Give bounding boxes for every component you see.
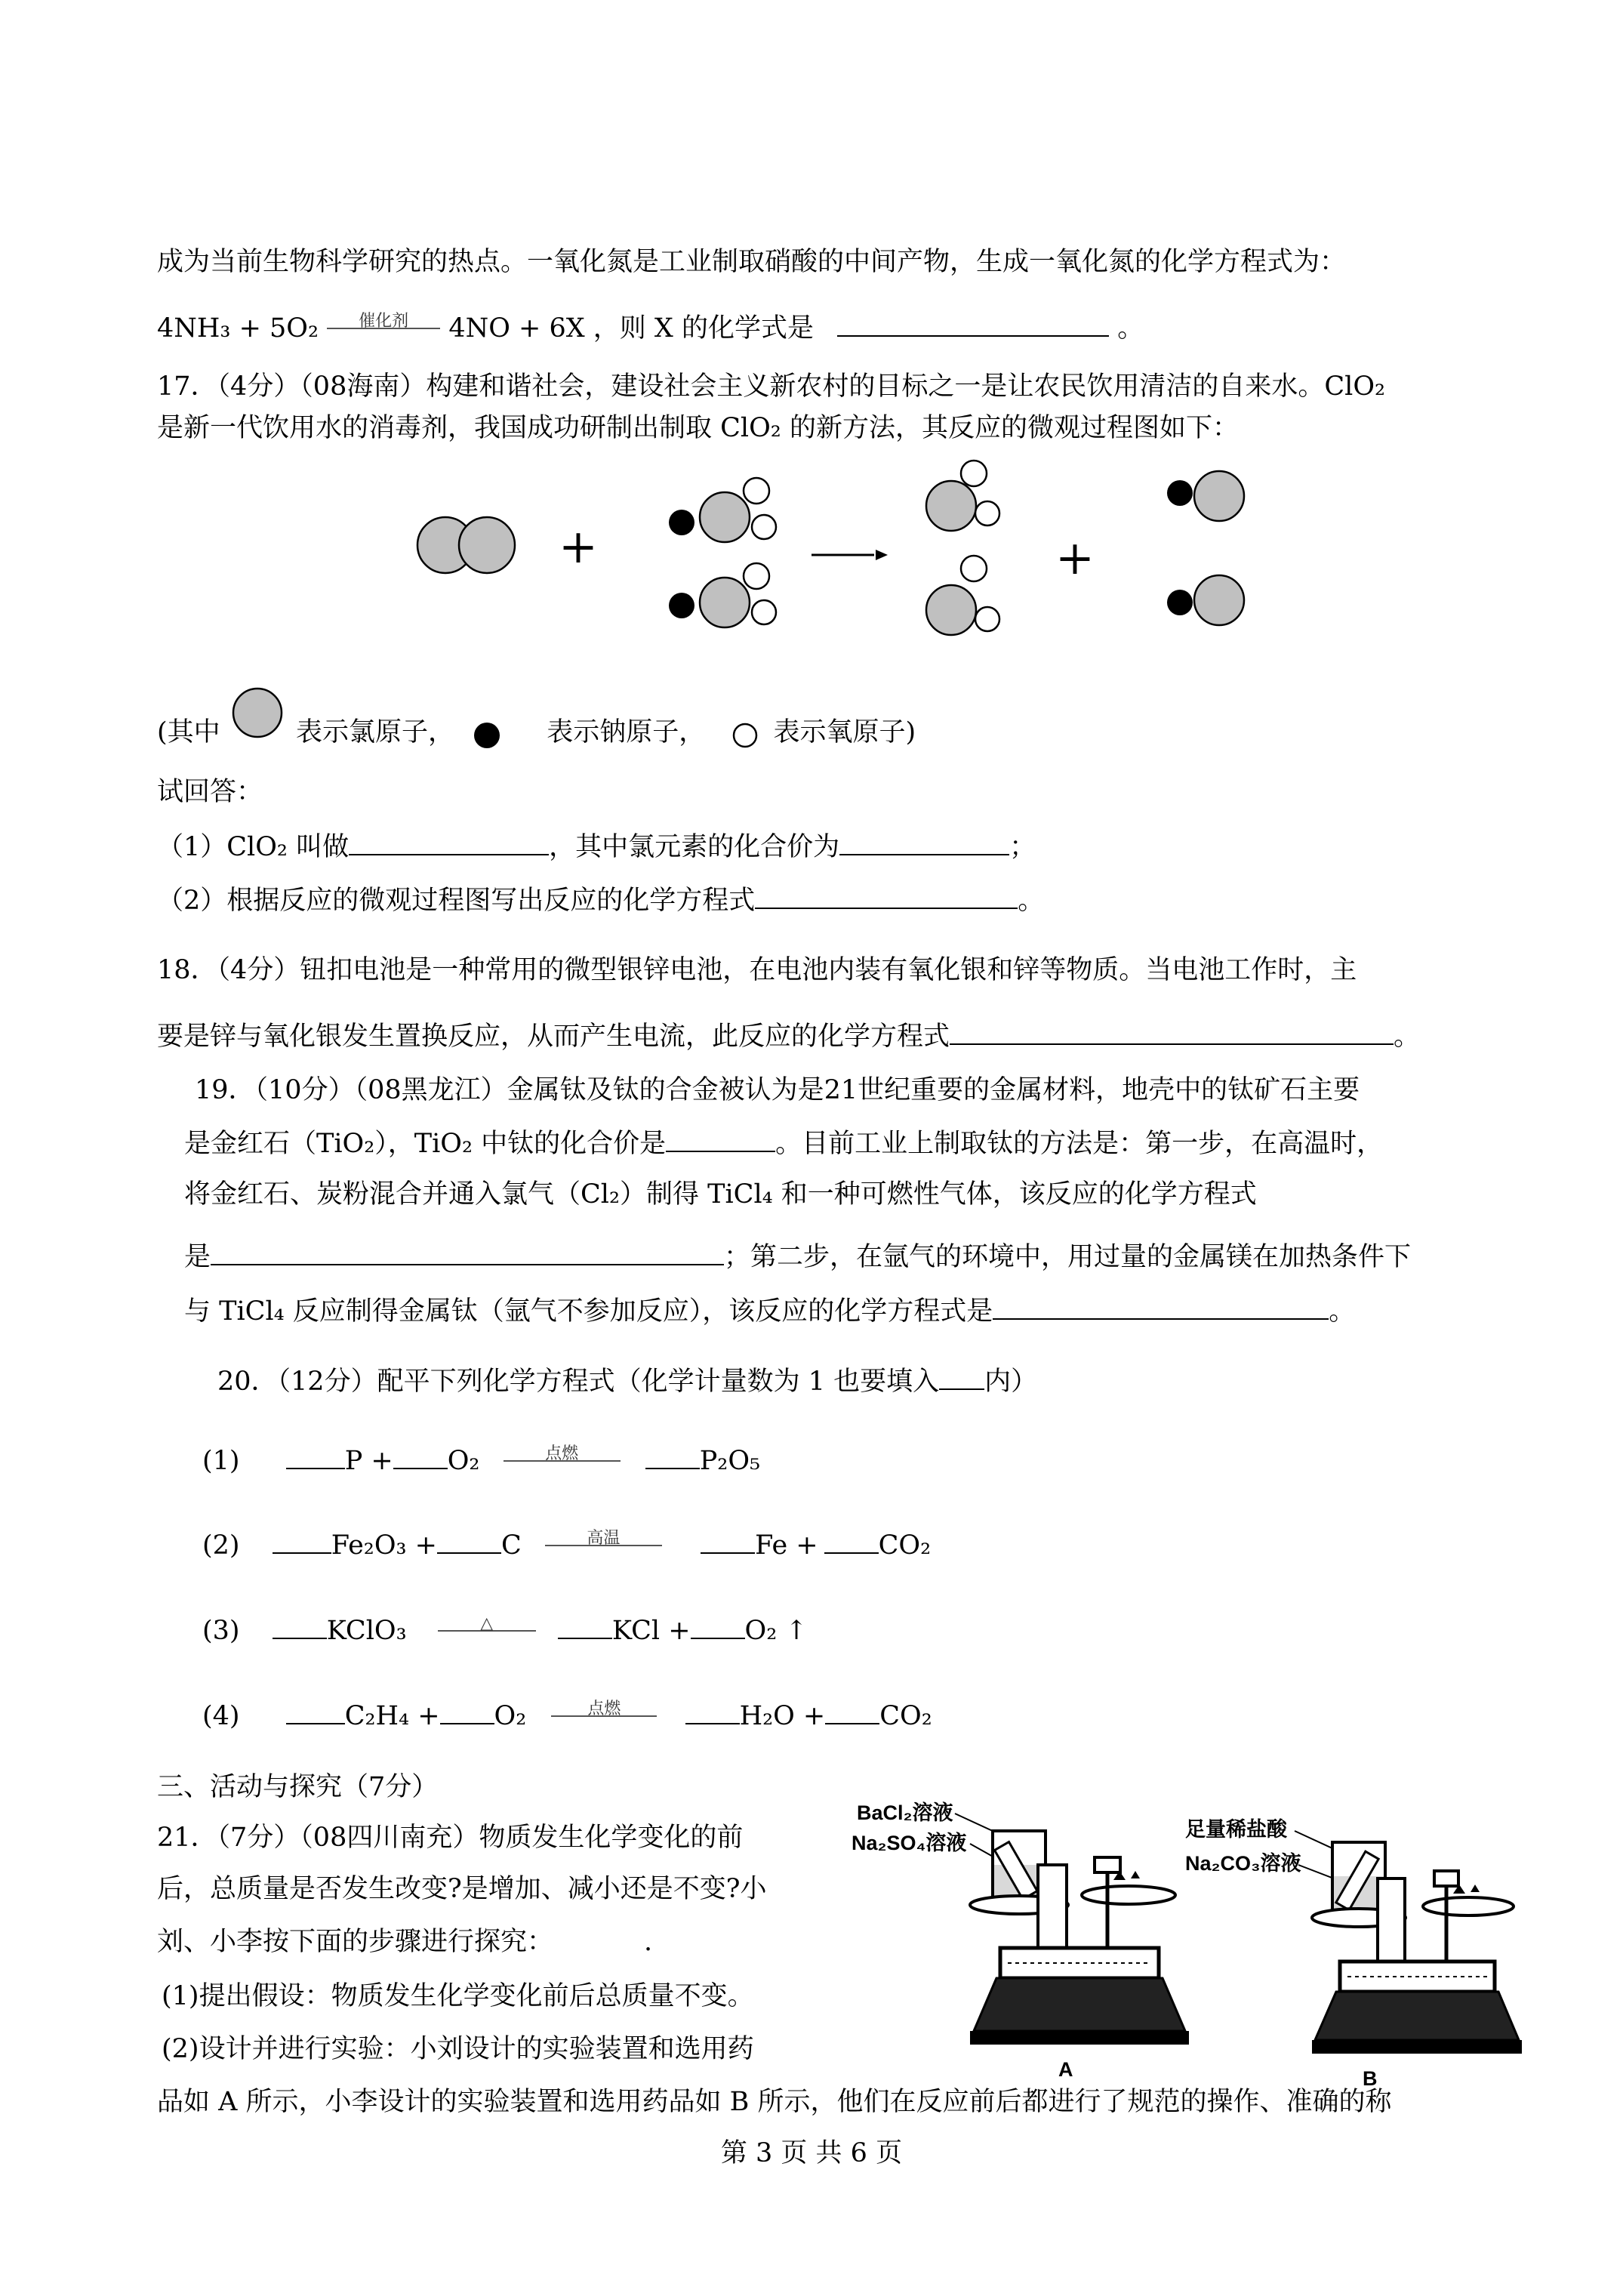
chlorine-legend-icon <box>229 717 288 750</box>
reaction-condition <box>438 1614 536 1639</box>
coefficient-blank[interactable] <box>286 1442 345 1469</box>
reaction-condition <box>504 1444 621 1469</box>
term: CO₂ <box>879 1701 932 1731</box>
text: . <box>644 1927 653 1957</box>
oxygen-atom <box>975 501 999 525</box>
question-21-line-2: 后，总质量是否发生改变?是增加、减小还是不变?小 <box>157 1874 767 1904</box>
question-18-line-1: 18．（4分）钮扣电池是一种常用的微型银锌电池，在电池内装有氧化银和锌等物质。当电池工作时，主 <box>157 955 1357 985</box>
figure-label: BaCl₂溶液 <box>857 1801 953 1824</box>
question-19-line-4 <box>184 1238 1411 1274</box>
answer-blank[interactable] <box>993 1293 1329 1320</box>
term: P₂O₅ <box>699 1446 761 1476</box>
question-19-line-1: 19．（10分）（08黑龙江）金属钛及钛的合金被认为是21世纪重要的金属材料，地壳中的钛矿石主要 <box>195 1075 1360 1105</box>
legend-line <box>157 716 916 750</box>
question-19-line-3: 将金红石、炭粉混合并通入氯气（Cl₂）制得 TiCl₄ 和一种可燃性气体，该反应的化学方程式 <box>184 1179 1257 1210</box>
plus-sign: + <box>559 519 598 574</box>
text: ，其中氯元素的化合价为 <box>549 832 840 862</box>
coefficient-blank[interactable] <box>701 1527 755 1554</box>
condition-text: △ <box>480 1614 494 1633</box>
legend-chlorine: 表示氯原子， <box>295 717 454 747</box>
term: O₂ <box>447 1446 480 1476</box>
coefficient-blank[interactable] <box>558 1612 612 1639</box>
term: CO₂ <box>878 1530 932 1561</box>
answer-prompt: 试回答： <box>157 777 263 807</box>
term: P + <box>344 1446 393 1476</box>
text: ； <box>1009 832 1036 862</box>
figure-label: Na₂SO₄溶液 <box>852 1832 967 1854</box>
term: O₂ ↑ <box>744 1616 808 1646</box>
reaction-condition <box>545 1529 662 1554</box>
question-21-line-4: (1)提出假设：物质发生化学变化前后总质量不变。 <box>162 1981 754 2011</box>
text: 是 <box>184 1242 211 1272</box>
figure-letter: B <box>1363 2067 1378 2090</box>
oxygen-atom <box>752 600 776 624</box>
text: 。 <box>1329 1296 1356 1327</box>
text: 与 TiCl₄ 反应制得金属钛（氩气不参加反应），该反应的化学方程式是 <box>184 1296 993 1327</box>
answer-blank[interactable] <box>211 1238 724 1265</box>
chlorine-atom <box>459 517 515 573</box>
sodium-atom <box>669 510 694 535</box>
eq-left: 4NH₃ + 5O₂ <box>157 313 319 344</box>
oxygen-atom <box>752 515 776 539</box>
eq-number: (2) <box>202 1530 240 1561</box>
oxygen-atom <box>744 563 769 589</box>
coefficient-blank[interactable] <box>824 1527 879 1554</box>
sodium-legend-icon <box>463 717 516 750</box>
term: KClO₃ <box>326 1616 407 1646</box>
balance-equation-3 <box>202 1612 808 1647</box>
balance-equation-2 <box>202 1527 931 1562</box>
balance-equation-1 <box>202 1442 760 1478</box>
answer-blank[interactable] <box>666 1125 775 1152</box>
condition-text: 点燃 <box>545 1444 579 1463</box>
term: C <box>501 1530 522 1561</box>
condition-text: 高温 <box>587 1529 621 1548</box>
term: C₂H₄ + <box>344 1701 440 1731</box>
oxygen-atom <box>975 607 999 631</box>
legend-oxygen: 表示氧原子) <box>773 717 916 747</box>
term: Fe₂O₃ + <box>331 1530 438 1561</box>
question-21-line-6: 品如 A 所示，小李设计的实验装置和选用药品如 B 所示，他们在反应前后都进行了规范的操作、准确的称 <box>157 2087 1392 2117</box>
text: （1）ClO₂ 叫做 <box>157 832 350 862</box>
question-19-line-2 <box>184 1125 1383 1160</box>
question-21-line-5: (2)设计并进行实验：小刘设计的实验装置和选用药 <box>162 2034 754 2064</box>
text: 要是锌与氧化银发生置换反应，从而产生电流，此反应的化学方程式 <box>157 1022 950 1052</box>
paragraph-line: 成为当前生物科学研究的热点。一氧化氮是工业制取硝酸的中间产物，生成一氧化氮的化学方程式为： <box>157 247 1347 277</box>
term: O₂ <box>494 1701 527 1731</box>
question-21-line-1: 21．（7分）（08四川南充）物质发生化学变化的前 <box>157 1823 744 1853</box>
molecular-reaction-diagram <box>393 449 1298 661</box>
text: 内） <box>984 1367 1038 1397</box>
text: 。 <box>1394 1022 1421 1052</box>
question-18-line-2 <box>157 1018 1420 1053</box>
answer-blank[interactable] <box>839 828 1009 855</box>
answer-blank[interactable] <box>950 1018 1394 1045</box>
chlorine-atom <box>1194 471 1244 521</box>
eq-right: 4NO + 6X ，则 X 的化学式是 <box>448 313 814 344</box>
page-footer: 第 3 页 共 6 页 <box>720 2138 903 2168</box>
figure-letter: A <box>1058 2058 1073 2081</box>
figure-label: Na₂CO₃溶液 <box>1185 1852 1301 1875</box>
text: 刘、小李按下面的步骤进行探究： <box>157 1927 554 1957</box>
sodium-atom <box>669 593 694 618</box>
chlorine-atom <box>926 481 976 531</box>
balance-apparatus-b <box>1178 1789 1525 2091</box>
legend-open: (其中 <box>157 717 220 747</box>
oxygen-atom <box>961 461 987 486</box>
text: ；第二步，在氩气的环境中，用过量的金属镁在加热条件下 <box>724 1242 1412 1272</box>
condition-text: 点燃 <box>587 1700 621 1718</box>
chlorine-atom <box>700 492 750 542</box>
text: 是金红石（TiO₂），TiO₂ 中钛的化合价是 <box>184 1129 667 1159</box>
chlorine-atom <box>926 585 976 635</box>
eq-number: (4) <box>202 1701 240 1731</box>
oxygen-legend-icon <box>728 717 765 750</box>
oxygen-atom <box>961 556 987 581</box>
coefficient-blank[interactable] <box>273 1527 331 1554</box>
coefficient-blank[interactable] <box>825 1697 879 1724</box>
condition-text: 催化剂 <box>359 312 409 331</box>
text: 。目前工业上制取钛的方法是：第一步，在高温时， <box>775 1129 1384 1159</box>
question-17-sub-1 <box>157 828 1036 864</box>
text: 20．（12分）配平下列化学方程式（化学计量数为 1 也要填入 <box>217 1367 940 1397</box>
text: （2）根据反应的微观过程图写出反应的化学方程式 <box>157 886 756 916</box>
sodium-atom <box>1167 590 1193 615</box>
chlorine-atom <box>700 578 750 627</box>
text: 。 <box>1018 886 1045 916</box>
reaction-condition <box>327 312 440 337</box>
question-17-line-1: 17．（4分）（08海南）构建和谐社会，建设社会主义新农村的目标之一是让农民饮用清洁的自来水。ClO₂ <box>157 371 1386 402</box>
coefficient-blank[interactable] <box>286 1697 345 1724</box>
eq-end: 。 <box>1117 313 1144 344</box>
chlorine-atom <box>1194 575 1244 625</box>
reaction-condition <box>551 1700 657 1724</box>
balance-apparatus-a <box>845 1789 1223 2084</box>
oxygen-atom <box>744 478 769 504</box>
term: H₂O + <box>739 1701 826 1731</box>
coefficient-blank[interactable] <box>685 1697 740 1724</box>
coefficient-blank[interactable] <box>440 1697 494 1724</box>
question-17-sub-2 <box>157 882 1044 917</box>
section-heading: 三、活动与探究（7分） <box>157 1772 439 1802</box>
answer-blank[interactable] <box>349 828 549 855</box>
answer-blank[interactable] <box>755 882 1018 909</box>
answer-blank[interactable] <box>837 310 1109 337</box>
legend-sodium: 表示钠原子， <box>547 717 706 747</box>
question-17-line-2: 是新一代饮用水的消毒剂，我国成功研制出制取 ClO₂ 的新方法，其反应的微观过程图如下： <box>157 413 1239 443</box>
coefficient-blank[interactable] <box>645 1442 700 1469</box>
reaction-arrow <box>812 550 888 560</box>
figure-label: 足量稀盐酸 <box>1185 1818 1287 1841</box>
answer-blank[interactable] <box>939 1363 984 1390</box>
sodium-atom <box>1167 480 1193 506</box>
coefficient-blank[interactable] <box>691 1612 745 1639</box>
term: Fe + <box>755 1530 818 1561</box>
question-20-title <box>217 1363 1037 1398</box>
eq-number: (3) <box>202 1616 240 1646</box>
question-19-line-5 <box>184 1293 1355 1328</box>
term: KCl + <box>611 1616 691 1646</box>
balance-equation-4 <box>202 1697 932 1733</box>
question-21-line-3 <box>157 1925 652 1959</box>
equation-line-16 <box>157 310 1144 345</box>
eq-number: (1) <box>202 1446 240 1476</box>
coefficient-blank[interactable] <box>393 1442 448 1469</box>
coefficient-blank[interactable] <box>273 1612 327 1639</box>
coefficient-blank[interactable] <box>437 1527 501 1554</box>
plus-sign: + <box>1055 530 1095 585</box>
